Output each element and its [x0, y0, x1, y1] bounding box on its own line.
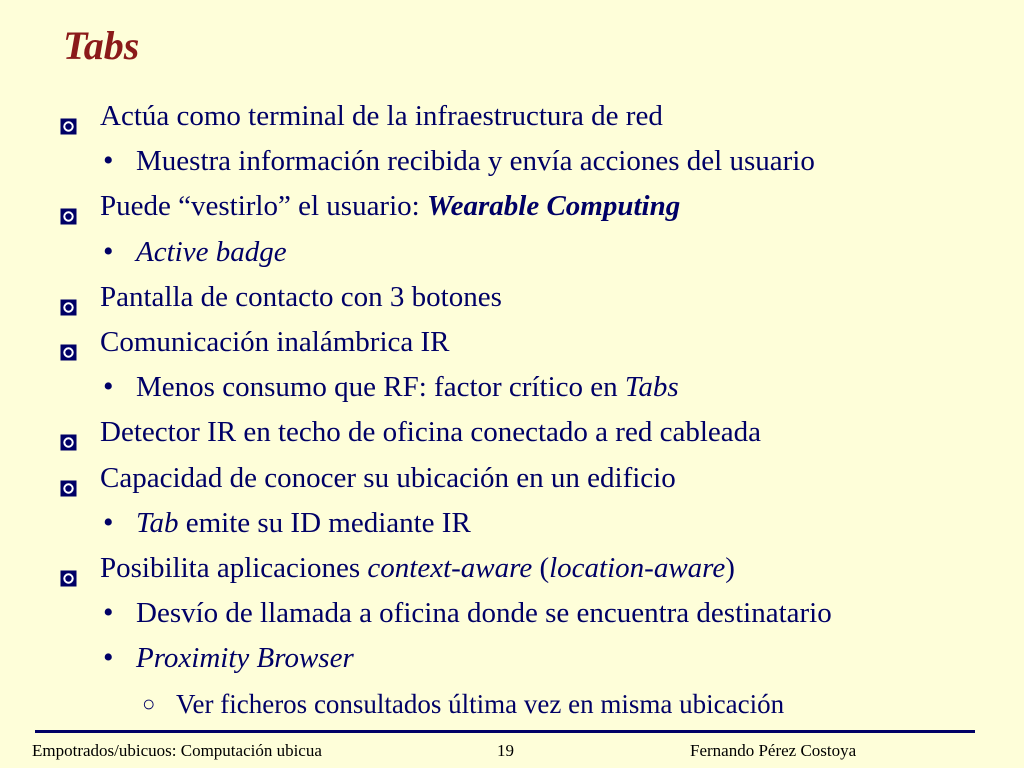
bullet-text: Capacidad de conocer su ubicación en un edificio: [100, 462, 676, 494]
square-ring-bullet-icon: [60, 470, 77, 487]
bullet-text: Active badge: [136, 236, 287, 268]
slide-title: Tabs: [63, 23, 140, 68]
bullet-item-level-1: [100, 414, 761, 450]
bullet-item-level-2: [103, 369, 679, 405]
bullet-item-level-1: [100, 188, 680, 224]
filled-dot-bullet-icon: •: [103, 144, 114, 177]
bullet-text: Detector IR en techo de oficina conectado a red cableada: [100, 416, 761, 448]
filled-dot-bullet-icon: •: [103, 370, 114, 403]
footer-author: Fernando Pérez Costoya: [690, 741, 857, 760]
hollow-circle-bullet-icon: ○: [142, 691, 156, 716]
bullet-text: emite su ID mediante IR: [178, 507, 471, 539]
bullet-text: ): [725, 552, 735, 584]
bullet-text: Ver ficheros consultados última vez en misma ubicación: [176, 689, 785, 719]
bullet-text: Pantalla de contacto con 3 botones: [100, 281, 502, 313]
bullet-text: Proximity Browser: [136, 642, 354, 674]
square-ring-bullet-icon: [60, 289, 77, 306]
square-ring-bullet-icon: [60, 424, 77, 441]
footer-course: Empotrados/ubicuos: Computación ubicua: [32, 741, 322, 760]
bullet-text: Tabs: [624, 371, 679, 403]
filled-dot-bullet-icon: •: [103, 596, 114, 629]
footer-divider: [35, 730, 975, 733]
bullet-item-level-2: [103, 234, 287, 270]
bullet-text: (: [532, 552, 550, 584]
bullet-item-level-2: [103, 595, 832, 631]
bullet-item-level-1: [100, 98, 663, 134]
bullet-text: Tab: [136, 507, 179, 539]
bullet-text: Desvío de llamada a oficina donde se encuentra destinatario: [136, 597, 832, 629]
filled-dot-bullet-icon: •: [103, 641, 114, 674]
bullet-item-level-2: [103, 505, 471, 541]
filled-dot-bullet-icon: •: [103, 235, 114, 268]
bullet-item-level-1: [100, 324, 450, 360]
bullet-text: location-aware: [549, 552, 726, 584]
filled-dot-bullet-icon: •: [103, 506, 114, 539]
bullet-text: Puede “vestirlo” el usuario:: [100, 190, 427, 222]
bullet-text: Actúa como terminal de la infraestructura de red: [100, 100, 663, 132]
bullet-item-level-2: [103, 640, 354, 676]
square-ring-bullet-icon: [60, 560, 77, 577]
square-ring-bullet-icon: [60, 108, 77, 125]
bullet-item-level-1: [100, 460, 676, 496]
bullet-item-level-1: [100, 550, 735, 586]
bullet-text: Muestra información recibida y envía acciones del usuario: [136, 145, 815, 177]
square-ring-bullet-icon: [60, 198, 77, 215]
bullet-item-level-2: [103, 143, 815, 179]
bullet-text: Wearable Computing: [426, 190, 681, 222]
bullet-text: Comunicación inalámbrica IR: [100, 326, 450, 358]
square-ring-bullet-icon: [60, 334, 77, 351]
bullet-item-level-1: [100, 279, 502, 315]
bullet-text: Posibilita aplicaciones: [100, 552, 368, 584]
bullet-text: context-aware: [367, 552, 533, 584]
bullet-text: Menos consumo que RF: factor crítico en: [136, 371, 625, 403]
footer-page-number: 19: [497, 741, 514, 760]
bullet-item-level-3: [142, 686, 785, 722]
